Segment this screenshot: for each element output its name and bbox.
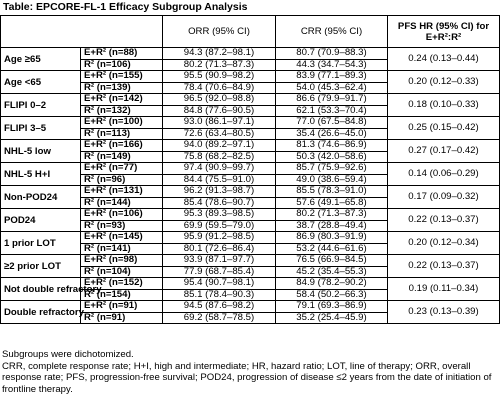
pfs-hr-value: 0.17 (0.09–0.32) — [388, 186, 500, 209]
orr-value: 97.4 (90.9–99.7) — [163, 163, 276, 175]
crr-value: 76.5 (66.9–84.5) — [276, 255, 388, 267]
treatment-arm: R² (n=113) — [81, 128, 163, 140]
table-title: Table: EPCORE-FL-1 Efficacy Subgroup Analysis — [3, 1, 248, 13]
treatment-arm: R² (n=144) — [81, 197, 163, 209]
subgroup-label: Not double refractory — [1, 278, 81, 301]
treatment-arm: E+R² (n=91) — [81, 301, 163, 313]
orr-value: 84.4 (75.5–91.0) — [163, 174, 276, 186]
orr-value: 94.3 (87.2–98.1) — [163, 48, 276, 60]
treatment-arm: R² (n=106) — [81, 59, 163, 71]
orr-value: 94.0 (89.2–97.1) — [163, 140, 276, 152]
pfs-hr-value: 0.19 (0.11–0.34) — [388, 278, 500, 301]
orr-value: 69.2 (58.7–78.5) — [163, 312, 276, 324]
pfs-hr-value: 0.22 (0.13–0.37) — [388, 209, 500, 232]
table-row — [1, 232, 500, 244]
treatment-arm: E+R² (n=106) — [81, 209, 163, 221]
crr-value: 58.4 (50.2–66.3) — [276, 289, 388, 301]
pfs-hr-value: 0.22 (0.13–0.37) — [388, 255, 500, 278]
subgroup-label: ≥2 prior LOT — [1, 255, 81, 278]
treatment-arm: R² (n=149) — [81, 151, 163, 163]
treatment-arm: E+R² (n=152) — [81, 278, 163, 290]
orr-value: 95.9 (91.2–98.5) — [163, 232, 276, 244]
treatment-arm: E+R² (n=77) — [81, 163, 163, 175]
table-row — [1, 301, 500, 313]
treatment-arm: R² (n=104) — [81, 266, 163, 278]
table-row — [1, 117, 500, 129]
pfs-hr-value: 0.23 (0.13–0.39) — [388, 301, 500, 324]
subgroup-label: 1 prior LOT — [1, 232, 81, 255]
pfs-hr-value: 0.24 (0.13–0.44) — [388, 48, 500, 71]
orr-value: 95.5 (90.9–98.2) — [163, 71, 276, 83]
treatment-arm: R² (n=141) — [81, 243, 163, 255]
orr-value: 96.2 (91.3–98.7) — [163, 186, 276, 198]
crr-value: 81.3 (74.6–86.9) — [276, 140, 388, 152]
pfs-hr-value: 0.18 (0.10–0.33) — [388, 94, 500, 117]
treatment-arm: E+R² (n=100) — [81, 117, 163, 129]
table-row — [1, 94, 500, 106]
crr-value: 54.0 (45.3–62.4) — [276, 82, 388, 94]
header-orr: ORR (95% CI) — [163, 16, 276, 48]
treatment-arm: R² (n=93) — [81, 220, 163, 232]
subgroup-label: Age <65 — [1, 71, 81, 94]
pfs-hr-value: 0.20 (0.12–0.33) — [388, 71, 500, 94]
orr-value: 72.6 (63.4–80.5) — [163, 128, 276, 140]
orr-value: 85.1 (78.4–90.3) — [163, 289, 276, 301]
crr-value: 38.7 (28.8–49.4) — [276, 220, 388, 232]
crr-value: 79.1 (69.3–86.9) — [276, 301, 388, 313]
treatment-arm: R² (n=139) — [81, 82, 163, 94]
orr-value: 80.1 (72.6–86.4) — [163, 243, 276, 255]
crr-value: 84.9 (78.2–90.2) — [276, 278, 388, 290]
pfs-hr-value: 0.14 (0.06–0.29) — [388, 163, 500, 186]
crr-value: 35.2 (25.4–45.9) — [276, 312, 388, 324]
crr-value: 35.4 (26.6–45.0) — [276, 128, 388, 140]
crr-value: 77.0 (67.5–84.8) — [276, 117, 388, 129]
crr-value: 86.6 (79.9–91.7) — [276, 94, 388, 106]
table-row — [1, 163, 500, 175]
treatment-arm: E+R² (n=88) — [81, 48, 163, 60]
subgroup-label: Age ≥65 — [1, 48, 81, 71]
subgroup-label: POD24 — [1, 209, 81, 232]
crr-value: 57.6 (49.1–65.8) — [276, 197, 388, 209]
crr-value: 53.2 (44.6–61.6) — [276, 243, 388, 255]
table-row — [1, 209, 500, 221]
orr-value: 93.0 (86.1–97.1) — [163, 117, 276, 129]
orr-value: 95.4 (90.7–98.1) — [163, 278, 276, 290]
treatment-arm: E+R² (n=145) — [81, 232, 163, 244]
treatment-arm: E+R² (n=98) — [81, 255, 163, 267]
crr-value: 80.7 (70.9–88.3) — [276, 48, 388, 60]
pfs-hr-value: 0.25 (0.15–0.42) — [388, 117, 500, 140]
orr-value: 78.4 (70.6–84.9) — [163, 82, 276, 94]
treatment-arm: E+R² (n=131) — [81, 186, 163, 198]
subgroup-label: FLIPI 3–5 — [1, 117, 81, 140]
orr-value: 94.5 (87.6–98.2) — [163, 301, 276, 313]
crr-value: 83.9 (77.1–89.3) — [276, 71, 388, 83]
table-header-row — [1, 16, 500, 48]
crr-value: 85.5 (78.3–91.0) — [276, 186, 388, 198]
crr-value: 62.1 (53.3–70.4) — [276, 105, 388, 117]
crr-value: 50.3 (42.0–58.6) — [276, 151, 388, 163]
footnote-abbreviations: CRR, complete response rate; H+I, high and intermediate; HR, hazard ratio; LOT, line of therapy; ORR, overall response rate; PFS, progression-free survival; POD24, progression of disease ≤2 years from the date of initiation of frontline therapy. — [2, 360, 492, 395]
header-corner-cell — [1, 16, 163, 48]
subgroup-label: FLIPI 0–2 — [1, 94, 81, 117]
subgroup-label: NHL-5 low — [1, 140, 81, 163]
crr-value: 49.0 (38.6–59.4) — [276, 174, 388, 186]
crr-value: 44.3 (34.7–54.3) — [276, 59, 388, 71]
table-body — [1, 48, 500, 324]
orr-value: 85.4 (78.6–90.7) — [163, 197, 276, 209]
treatment-arm: E+R² (n=166) — [81, 140, 163, 152]
table-row — [1, 278, 500, 290]
crr-value: 85.7 (75.9–92.6) — [276, 163, 388, 175]
pfs-hr-value: 0.20 (0.12–0.34) — [388, 232, 500, 255]
orr-value: 93.9 (87.1–97.7) — [163, 255, 276, 267]
subgroup-label: Double refractory — [1, 301, 81, 324]
orr-value: 77.9 (68.7–85.4) — [163, 266, 276, 278]
subgroup-label: NHL-5 H+I — [1, 163, 81, 186]
treatment-arm: R² (n=154) — [81, 289, 163, 301]
orr-value: 96.5 (92.0–98.8) — [163, 94, 276, 106]
footnotes — [2, 349, 498, 395]
treatment-arm: E+R² (n=142) — [81, 94, 163, 106]
header-pfs-hr: PFS HR (95% CI) for E+R²:R² — [388, 16, 500, 48]
orr-value: 75.8 (68.2–82.5) — [163, 151, 276, 163]
crr-value: 86.9 (80.3–91.9) — [276, 232, 388, 244]
treatment-arm: R² (n=96) — [81, 174, 163, 186]
header-crr: CRR (95% CI) — [276, 16, 388, 48]
orr-value: 84.8 (77.6–90.5) — [163, 105, 276, 117]
pfs-hr-value: 0.27 (0.17–0.42) — [388, 140, 500, 163]
crr-value: 45.2 (35.4–55.3) — [276, 266, 388, 278]
orr-value: 95.3 (89.3–98.5) — [163, 209, 276, 221]
crr-value: 80.2 (71.3–87.3) — [276, 209, 388, 221]
treatment-arm: R² (n=91) — [81, 312, 163, 324]
table-row — [1, 48, 500, 60]
table-row — [1, 140, 500, 152]
subgroup-label: Non-POD24 — [1, 186, 81, 209]
table-row — [1, 71, 500, 83]
orr-value: 80.2 (71.3–87.3) — [163, 59, 276, 71]
table-row — [1, 186, 500, 198]
orr-value: 69.9 (59.5–79.0) — [163, 220, 276, 232]
treatment-arm: R² (n=132) — [81, 105, 163, 117]
treatment-arm: E+R² (n=155) — [81, 71, 163, 83]
footnote-subgroups: Subgroups were dichotomized. — [2, 349, 134, 360]
efficacy-subgroup-table — [0, 15, 500, 324]
table-row — [1, 255, 500, 267]
